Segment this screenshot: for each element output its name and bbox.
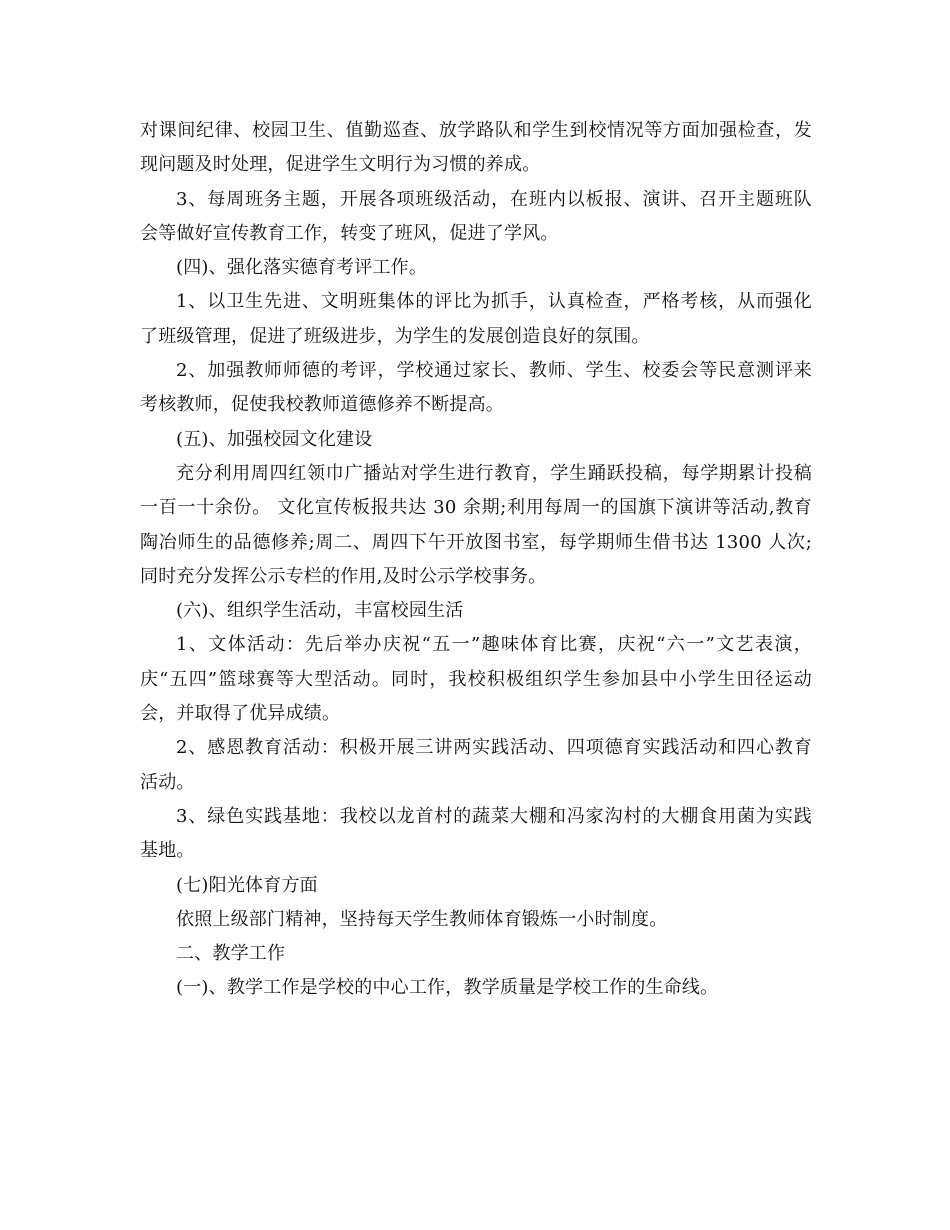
paragraph-line: 陶冶师生的品德修养;周二、周四下午开放图书室，每学期师生借书达 1300 人次; [140,531,812,553]
document-body [140,114,812,1006]
paragraph-line: 活动。 [140,771,195,793]
paragraph-line: 会等做好宣传教育工作，转变了班风，促进了学风。 [140,222,559,244]
section-heading: 二、教学工作 [176,943,286,965]
paragraph-line: 了班级管理，促进了班级进步，为学生的发展创造良好的氛围。 [140,325,650,347]
paragraph-line: 3、每周班务主题，开展各项班级活动，在班内以板报、演讲、召开主题班队 [176,188,812,210]
paragraph-line: 1、文体活动：先后举办庆祝“五一”趣味体育比赛，庆祝“六一”文艺表演， [176,634,812,656]
section-heading: (四)、强化落实德育考评工作。 [176,257,428,279]
paragraph-line: 对课间纪律、校园卫生、值勤巡查、放学路队和学生到校情况等方面加强检查，发 [140,120,812,141]
paragraph-line: 一百一十余份。 文化宣传板报共达 30 余期;利用每周一的国旗下演讲等活动,教育 [140,497,812,519]
section-heading: (七)阳光体育方面 [176,874,318,896]
paragraph-line: 依照上级部门精神，坚持每天学生教师体育锻炼一小时制度。 [176,908,668,930]
paragraph-line: 2、感恩教育活动：积极开展三讲两实践活动、四项德育实践活动和四心教育 [176,737,812,759]
paragraph-line: 充分利用周四红领巾广播站对学生进行教育，学生踊跃投稿，每学期累计投稿 [176,462,812,484]
paragraph-line: 会，并取得了优异成绩。 [140,703,341,725]
section-heading: (五)、加强校园文化建设 [176,428,373,450]
paragraph-line: 1、以卫生先进、文明班集体的评比为抓手，认真检查，严格考核，从而强化 [176,291,812,313]
paragraph-line: 同时充分发挥公示专栏的作用,及时公示学校事务。 [140,565,547,587]
paragraph-line: 现问题及时处理，促进学生文明行为习惯的养成。 [140,154,541,176]
section-heading: (六)、组织学生活动，丰富校园生活 [176,600,464,622]
paragraph-line: 考核教师，促使我校教师道德修养不断提高。 [140,394,504,416]
paragraph-line: 2、加强教师师德的考评，学校通过家长、教师、学生、校委会等民意测评来 [176,360,812,382]
paragraph-line: 基地。 [140,840,195,862]
paragraph-line: 3、绿色实践基地：我校以龙首村的蔬菜大棚和冯家沟村的大棚食用菌为实践 [176,805,812,827]
paragraph-line: 庆“五四”篮球赛等大型活动。同时，我校积极组织学生参加县中小学生田径运动 [140,668,812,690]
paragraph-line: (一)、教学工作是学校的中心工作，教学质量是学校工作的生命线。 [176,977,719,999]
